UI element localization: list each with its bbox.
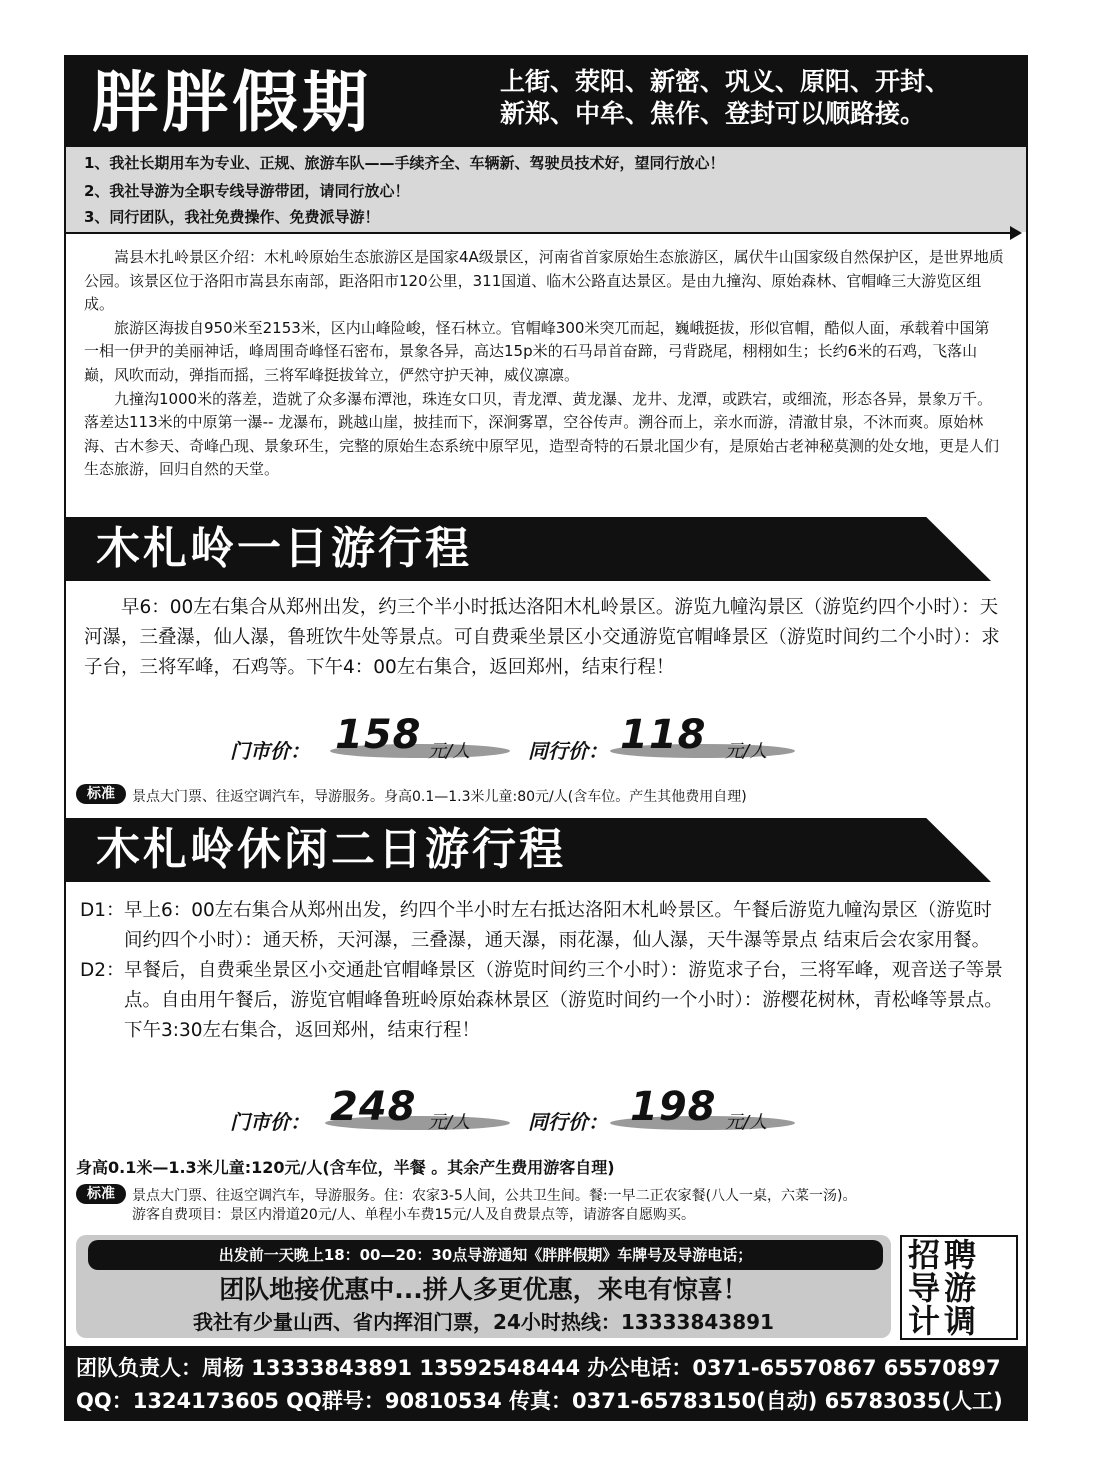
scenic-intro <box>84 246 1004 482</box>
tour2-market-label: 门市价： <box>230 1110 310 1134</box>
pickup-line-1: 上街、荥阳、新密、巩义、原阳、开封、 <box>500 67 951 96</box>
tour1-market-unit: 元/人 <box>428 741 471 762</box>
tour2-market-unit: 元/人 <box>428 1112 471 1133</box>
recruit-line-2: 导游 <box>908 1269 981 1307</box>
tour1-title: 木札岭一日游行程 <box>96 523 472 574</box>
tour2-standard-text-2: 游客自费项目：景区内滑道20元/人、单程小车费15元/人及自费景点等，请游客自愿购买。 <box>132 1207 696 1223</box>
promo-discount: 团队地接优惠中...拼人多更优惠，来电有惊喜！ <box>219 1275 748 1304</box>
tour1-market-label: 门市价： <box>230 739 310 763</box>
intro-paragraph-1: 嵩县木扎岭景区介绍：木札岭原始生态旅游区是国家4A级景区，河南省首家原始生态旅游区，属伏牛山国家级自然保护区，是世界地质公园。该景区位于洛阳市嵩县东南部，距洛阳市120公里，311国道、临木公路直达景区。是由九撞沟、原始森林、官帽峰三大游览区组成。 <box>84 248 1004 314</box>
notice-1: 1、我社长期用车为专业、正规、旅游车队——手续齐全、车辆新、驾驶员技术好，望同行放心！ <box>84 154 725 172</box>
tour2-day2-label: D2： <box>80 960 125 981</box>
pickup-line-2: 新郑、中牟、焦作、登封可以顺路接。 <box>500 99 926 128</box>
tour1-peer-price: 118 <box>620 712 707 758</box>
tour1-market-price: 158 <box>335 712 422 758</box>
tour2-standard-text-1: 景点大门票、往返空调汽车，导游服务。住：农家3-5人间，公共卫生间。餐:一早二正农家餐(八人一桌，六菜一汤)。 <box>132 1188 857 1204</box>
tour1-peer-unit: 元/人 <box>725 741 768 762</box>
notice-2: 2、我社导游为全职专线导游带团，请同行放心！ <box>84 182 410 200</box>
tour2-peer-price: 198 <box>630 1084 717 1130</box>
tour2-peer-unit: 元/人 <box>725 1112 768 1133</box>
tour1-desc: 早6：00左右集合从郑州出发，约三个半小时抵达洛阳木札岭景区。游览九幢沟景区（游览约四个小时）：天河瀑，三叠瀑，仙人瀑，鲁班饮牛处等景点。可自费乘坐景区小交通游览官帽峰景区（游览时间约二个小时）：求子台，三将军峰，石鸡等。下午4：00左右集合，返回郑州，结束行程！ <box>84 597 1000 678</box>
tour1-standard-text: 景点大门票、往返空调汽车，导游服务。身高0.1—1.3米儿童:80元/人(含车位。产生其他费用自理) <box>132 789 747 805</box>
intro-paragraph-2: 旅游区海拔自950米至2153米，区内山峰险峻，怪石林立。官帽峰300米突兀而起，巍峨挺拔，形似官帽，酷似人面，承载着中国第一相一伊尹的美丽神话，峰周围奇峰怪石密布，景象各异，高达15p米的石马昂首奋蹄，弓背跷尾，栩栩如生；长约6米的石鸡，飞落山巅，风吹而动，弹指而摇，三将军峰挺拔耸立，俨然守护天神，威仪凛凛。 <box>84 318 990 384</box>
recruit-box <box>900 1235 1018 1340</box>
recruit-line-1: 招聘 <box>908 1236 981 1274</box>
tour2-banner <box>66 818 991 882</box>
tour2-day2 <box>80 956 1005 1046</box>
tour2-day1-label: D1： <box>80 900 125 921</box>
tour2-child-note: 身高0.1米—1.3米儿童:120元/人(含车位，半餐 。其余产生费用游客自理) <box>76 1158 615 1177</box>
footer-contact-line-2: QQ：1324173605 QQ群号：90810534 传真：0371-65783150(自动) 65783035(人工) <box>76 1389 1003 1413</box>
tour2-itinerary <box>80 896 1005 1046</box>
notice-3: 3、同行团队，我社免费操作、免费派导游！ <box>84 208 380 226</box>
tour2-title: 木札岭休闲二日游行程 <box>96 824 566 875</box>
tour2-standard-badge: 标准 <box>76 1184 126 1204</box>
tour2-peer-label: 同行价： <box>528 1110 608 1134</box>
tour2-day2-text: 早餐后，自费乘坐景区小交通赴官帽峰景区（游览时间约三个小时）：游览求子台，三将军峰，观音送子等景点。自由用午餐后，游览官帽峰鲁班岭原始森林景区（游览时间约一个小时）：游樱花树林，青松峰等景点。下午3:30左右集合，返回郑州，结束行程！ <box>124 960 1003 1041</box>
tour1-banner <box>66 517 991 581</box>
pickup-areas <box>500 66 1020 130</box>
tour2-market-price: 248 <box>330 1084 417 1130</box>
promo-tickets: 我社有少量山西、省内挥泪门票，24小时热线：13333843891 <box>193 1310 774 1334</box>
tour2-day1-text: 早上6：00左右集合从郑州出发，约四个半小时左右抵达洛阳木札岭景区。午餐后游览九幢沟景区（游览时间约四个小时）：通天桥，天河瀑，三叠瀑，通天瀑，雨花瀑，仙人瀑，天牛瀑等景点 结束后会农家用餐。 <box>124 900 992 951</box>
tour2-day1 <box>80 896 1005 956</box>
footer-contact-line-1: 团队负责人：周杨 13333843891 13592548444 办公电话：0371-65570867 65570897 <box>76 1356 1001 1380</box>
divider-arrow <box>66 232 1014 234</box>
tour1-itinerary <box>84 593 1004 683</box>
tour1-peer-label: 同行价： <box>528 739 608 763</box>
recruit-line-3: 计调 <box>908 1302 981 1340</box>
arrowhead-icon <box>1010 226 1022 240</box>
promo-notify: 出发前一天晚上18：00—20：30点导游通知《胖胖假期》车牌号及导游电话； <box>88 1240 883 1270</box>
brand-title: 胖胖假期 <box>92 63 372 141</box>
tour1-standard-badge: 标准 <box>76 784 126 804</box>
intro-paragraph-3: 九撞沟1000米的落差，造就了众多瀑布潭池，珠连女口贝，青龙潭、黄龙瀑、龙井、龙潭，或跌宕，或细流，形态各异，景象万千。落差达113米的中原第一瀑-- 龙瀑布，跳越山崖，披挂而下，深涧雾罩，空谷传声。溯谷而上，亲水而游，清澈甘泉，不沐而爽。原始林海、古木参天、奇峰凸现、景象环生，完整的原始生态系统中原罕见，造型奇特的石景北国少有，是原始古老神秘莫测的处女地，更是人们生态旅游，回归自然的天堂。 <box>84 389 1000 479</box>
